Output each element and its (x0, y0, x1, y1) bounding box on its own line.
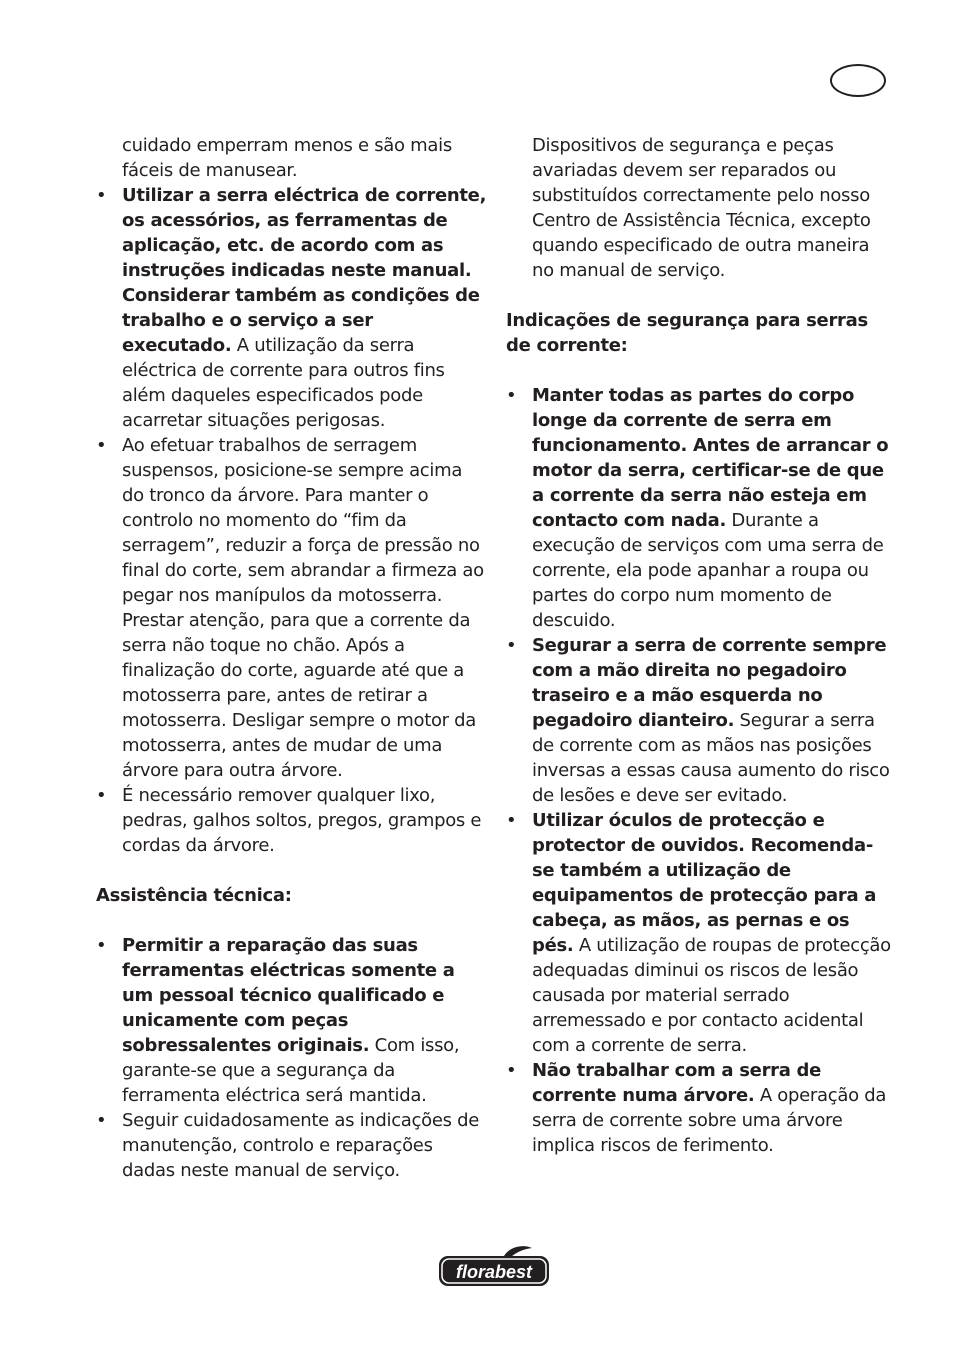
list-item (96, 783, 488, 858)
section-heading: Indicações de segurança para serras de corrente: (506, 310, 868, 356)
item-text: Seguir cuidadosamente as indicações de manutenção, controlo e reparações dadas neste manual de serviço. (122, 1110, 480, 1181)
language-badge (830, 64, 886, 97)
list-item (506, 383, 892, 633)
item-text: A utilização da serra eléctrica de corrente para outros fins além daqueles especificados pode acarretar situações perigosas. (122, 335, 445, 431)
item-bold: Utilizar óculos de protecção e protector de ouvidos. Recomenda-se também a utilização de equipamentos de protecção para a cabeça, as mãos, as pernas e os pés. (532, 810, 877, 956)
item-text: É necessário remover qualquer lixo, pedras, galhos soltos, pregos, grampos e cordas da árvore. (122, 785, 482, 856)
item-bold: Não trabalhar com a serra de corrente numa árvore. (532, 1060, 822, 1106)
list-item (96, 1108, 488, 1183)
item-text: Segurar a serra de corrente com as mãos nas posições inversas a essas causa aumento do risco de lesões e deve ser evitado. (532, 710, 890, 806)
item-text: Ao efetuar trabalhos de serragem suspensos, posicione-se sempre acima do tronco da árvore. Para manter o controlo no momento do “fim da serragem”, reduzir a força de pressão no final do corte, sem abrandar a firmeza ao pegar nos manípulos da motosserra. Prestar atenção, para que a corrente da serra não toque no chão. Após a finalização do corte, aguarde até que a motosserra pare, antes de retirar a motosserra. Desligar sempre o motor da motosserra, antes de mudar de uma árvore para outra árvore. (122, 435, 484, 781)
list-item (96, 933, 488, 1108)
florabest-logo (436, 1244, 552, 1290)
item-text: A utilização de roupas de protecção adequadas diminui os riscos de lesão causada por material serrado arremessado e por contacto acidental com a corrente de serra. (532, 935, 891, 1056)
item-text: A operação da serra de corrente sobre uma árvore implica riscos de ferimento. (532, 1085, 887, 1156)
list-item (506, 808, 892, 1058)
continued-paragraph: Dispositivos de segurança e peças avariadas devem ser reparados ou substituídos correctamente pelo nosso Centro de Assistência Técnica, excepto quando especificado de outra maneira no manual de serviço. (532, 135, 871, 281)
bullet: • (96, 1110, 107, 1131)
bullet: • (96, 185, 107, 206)
list-item (96, 433, 488, 783)
bullet: • (506, 385, 517, 406)
bullet: • (506, 1060, 517, 1081)
item-bold: Manter todas as partes do corpo longe da corrente de serra em funcionamento. Antes de arrancar o motor da serra, certificar-se de que a corrente da serra não esteja em contacto com nada. (532, 385, 889, 531)
section-heading: Assistência técnica: (96, 885, 292, 906)
item-text: Com isso, garante-se que a segurança da ferramenta eléctrica será mantida. (122, 1035, 460, 1106)
list-item (96, 183, 488, 433)
item-bold: Permitir a reparação das suas ferramentas eléctricas somente a um pessoal técnico qualificado e unicamente com peças sobressalentes originais. (122, 935, 455, 1056)
bullet: • (506, 635, 517, 656)
list-item (506, 633, 892, 808)
item-text: Durante a execução de serviços com uma serra de corrente, ela pode apanhar a roupa ou partes do corpo num momento de descuido. (532, 510, 884, 631)
left-column (96, 133, 488, 1183)
bullet: • (96, 435, 107, 456)
continued-paragraph: cuidado emperram menos e são mais fáceis de manusear. (122, 135, 452, 181)
svg-text:florabest: florabest (455, 1262, 533, 1282)
item-bold: Utilizar a serra eléctrica de corrente, os acessórios, as ferramentas de aplicação, etc. de acordo com as instruções indicadas neste manual. Considerar também as condições de trabalho e o serviço a ser executado. (122, 185, 487, 356)
bullet: • (96, 935, 107, 956)
bullet: • (506, 810, 517, 831)
item-bold: Segurar a serra de corrente sempre com a mão direita no pegadoiro traseiro e a mão esquerda no pegadoiro dianteiro. (532, 635, 887, 731)
bullet: • (96, 785, 107, 806)
list-item (506, 1058, 892, 1158)
right-column (506, 133, 892, 1158)
